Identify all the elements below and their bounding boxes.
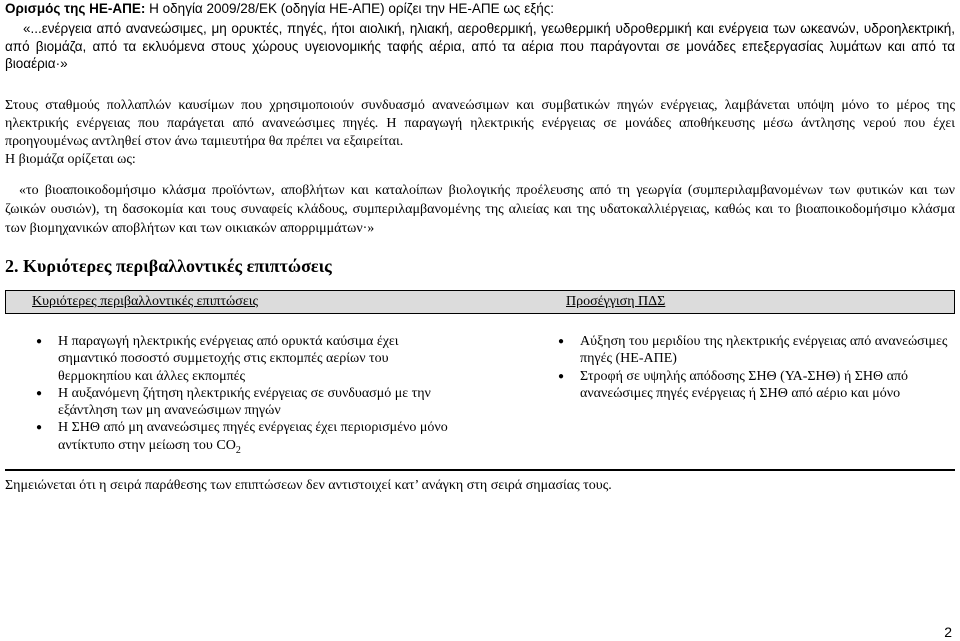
co2-subscript: 2 [235,444,241,456]
table-bottom-rule [5,469,955,471]
table-header-bar [5,290,955,314]
biomass-intro: Η βιομάζα ορίζεται ως: [5,152,136,167]
page-number: 2 [944,624,952,640]
section-title: 2. Κυριότερες περιβαλλοντικές επιπτώσεις [5,256,332,276]
renewable-definition-quote: «...ενέργεια από ανανεώσιμες, μη ορυκτές, πηγές, ήτοι αιολική, ηλιακή, αεροθερμική, γεωθερμική υδροθερμική και ενέργεια των ωκεανών, υδροηλεκτρική, από βιομάζα, από τα εκλυόμενα στους χώρους υγειονομικής ταφής αέρια, από τα αέρια που παράγονται σε μονάδες επεξεργασίας λυμάτων και από τα βιοαέρια·» [5,21,955,71]
list-item: ● Η αυξανόμενη ζήτηση ηλεκτρικής ενέργειας σε συνδυασμό με την εξάντληση των μη ανανεώσιμων πηγών [36,385,456,420]
list-item: ● Αύξηση του μεριδίου της ηλεκτρικής ενέργειας από ανανεώσιμες πηγές (ΗΕ-ΑΠΕ) [558,333,948,368]
biomass-definition-quote: «το βιοαποικοδομήσιμο κλάσμα προϊόντων, αποβλήτων και καταλοίπων βιολογικής προέλευσης από τη γεωργία (συμπεριλαμβανομένων των φυτικών και των ζωικών ουσιών), τη δασοκομία και τους συναφείς κλάδους, συμπεριλαμβανομένης της αλιείας και της υδατοκαλλιέργειας, καθώς και το βιοαποικοδομήσιμο κλάσμα των βιομηχανικών αποβλήτων και των οικιακών απορριμμάτων·» [5,183,955,236]
impacts-list [36,333,456,459]
footnote: Σημειώνεται ότι η σειρά παράθεσης των επιπτώσεων δεν αντιστοιχεί κατ’ ανάγκη στη σειρά σημασίας τους. [5,478,612,493]
list-item: ● Η ΣΗΘ από μη ανανεώσιμες πηγές ενέργειας έχει περιορισμένο μόνο αντίκτυπο στην μείωση του $CO_2$ [36,419,456,458]
definition-label: Ορισμός της ΗΕ-ΑΠΕ: [5,1,146,16]
list-item: ● Η παραγωγή ηλεκτρικής ενέργειας από ορυκτά καύσιμα έχει σημαντικό ποσοστό συμμετοχής στις εκπομπές αερίων του θερμοκηπίου και άλλες εκπομπές [36,333,456,385]
list-item: ● Στροφή σε υψηλής απόδοσης ΣΗΘ (ΥΑ-ΣΗΘ) ή ΣΗΘ από ανανεώσιμες πηγές ενέργειας ή ΣΗΘ από αέριο και μόνο [558,368,948,403]
multi-fuel-paragraph: Στους σταθμούς πολλαπλών καυσίμων που χρησιμοποιούν συνδυασμό ανανεώσιμων και συμβατικών πηγών ενέργειας, λαμβάνεται υπόψη μόνο το μέρος της ηλεκτρικής ενέργειας που παράγεται από ανανεώσιμες πηγές. Η παραγωγή ηλεκτρικής ενέργειας σε μονάδες αποθήκευσης μέσω άντλησης νερού που έχει προηγουμένως αντληθεί στον άνω ταμιευτήρα θα πρέπει να εξαιρείται. [5,98,955,149]
definition-heading [5,0,554,17]
impacts-column-header: Κυριότερες περιβαλλοντικές επιπτώσεις [32,294,259,309]
approach-list [558,333,948,402]
definition-text: Η οδηγία 2009/28/ΕΚ (οδηγία ΗΕ-ΑΠΕ) ορίζει την ΗΕ-ΑΠΕ ως εξής: [145,1,555,16]
approach-column-header: Προσέγγιση ΠΔΣ [566,294,666,309]
